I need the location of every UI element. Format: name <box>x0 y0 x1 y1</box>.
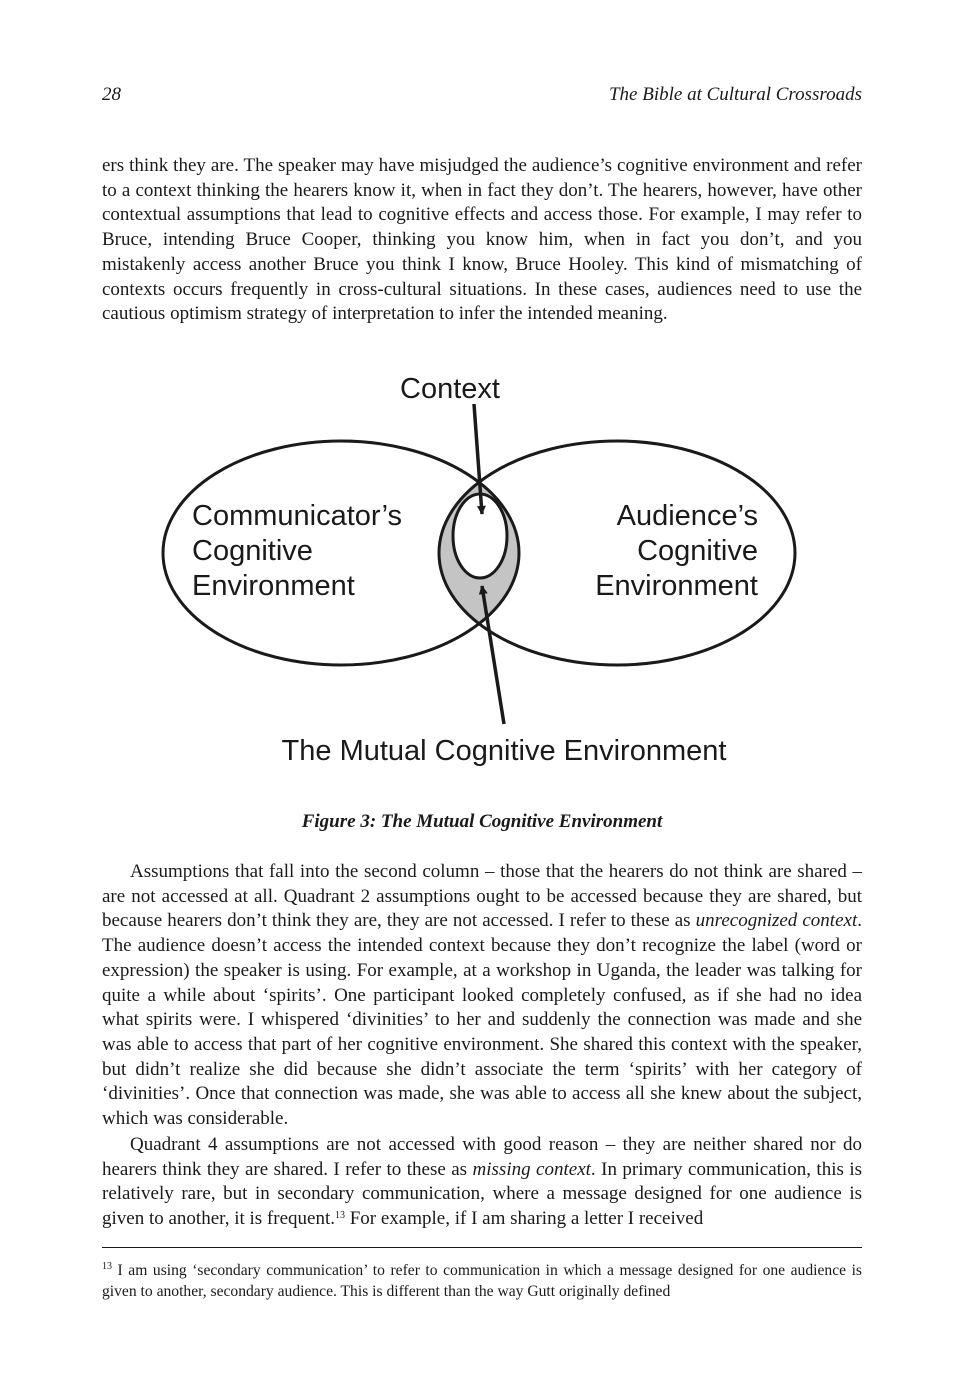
footnote <box>102 1261 862 1302</box>
paragraph-text: . The audience doesn’t access the intended context because they don’t recognize the label (word or expression) the speaker is using. For example, at a workshop in Uganda, the leader was talking for quite a while about ‘spirits’. One participant looked completely confused, as if she had no idea what spirits were. I whispered ‘divinities’ to her and suddenly the connection was made and she was able to access that part of her cognitive environment. She shared this context with the speaker, but didn’t realize she did because she didn’t associate the term ‘spirits’ with her category of ‘divinities’. Once that connection was made, she was able to access all she knew about the subject, which was considerable. <box>102 910 862 1130</box>
audience-label-line-3: Environment <box>595 570 758 602</box>
communicator-label-line-3: Environment <box>192 570 355 602</box>
context-label: Context <box>400 373 500 405</box>
audience-label-line-1: Audience’s <box>616 500 758 532</box>
body-paragraph <box>102 860 862 1132</box>
body-paragraph: ers think they are. The speaker may have misjudged the audience’s cognitive environment and refer to a context thinking the hearers know it, when in fact they don’t. The hearers, however, have other contextual assumptions that lead to cognitive effects and access those. For example, I may refer to Bruce, intending Bruce Cooper, thinking you know him, when in fact you don’t, and you mistakenly access another Bruce you think I know, Bruce Hooley. This kind of mismatching of contexts occurs frequently in cross-cultural situations. In these cases, audiences need to use the cautious optimism strategy of interpretation to infer the intended meaning. <box>102 155 862 325</box>
footnote-text: I am using ‘secondary communication’ to refer to communication in which a message designed for one audience is given to another, secondary audience. This is different than the way Gutt originally defined <box>102 1262 862 1300</box>
running-header <box>102 84 862 110</box>
body-paragraph <box>102 1133 862 1232</box>
figure-caption: Figure 3: The Mutual Cognitive Environment <box>301 811 663 832</box>
italic-term: unrecognized context <box>695 910 858 932</box>
paragraph-text: . In primary communication, this is relatively rare, but in secondary communication, where a message designed for one audience is given to another, it is frequent. <box>102 1158 862 1230</box>
footnote-reference: 13 <box>334 1210 345 1222</box>
paragraph-text: Assumptions that fall into the second column – those that the hearers do not think are shared – are not accessed at all. Quadrant 2 assumptions ought to be accessed because they are shared, but because hearers don’t think they are, they are not accessed. I refer to these as <box>102 861 862 932</box>
audience-label-line-2: Cognitive <box>637 535 758 567</box>
page-number: 28 <box>102 84 121 105</box>
mutual-environment-label: The Mutual Cognitive Environment <box>281 735 727 767</box>
paragraph-text: For example, if I am sharing a letter I received <box>344 1208 704 1230</box>
footnote-number: 13 <box>102 1261 112 1272</box>
venn-diagram <box>150 368 810 778</box>
footnote-divider <box>102 1247 862 1248</box>
venn-diagram-figure <box>150 368 810 778</box>
communicator-label-line-2: Cognitive <box>192 535 313 567</box>
communicator-label-line-1: Communicator’s <box>192 500 403 532</box>
italic-term: missing context <box>472 1158 591 1180</box>
paragraph-text: Quadrant 4 assumptions are not accessed with good reason – they are neither shared nor do hearers think they are shared. I refer to these as <box>102 1134 862 1180</box>
running-title: The Bible at Cultural Crossroads <box>608 84 862 105</box>
